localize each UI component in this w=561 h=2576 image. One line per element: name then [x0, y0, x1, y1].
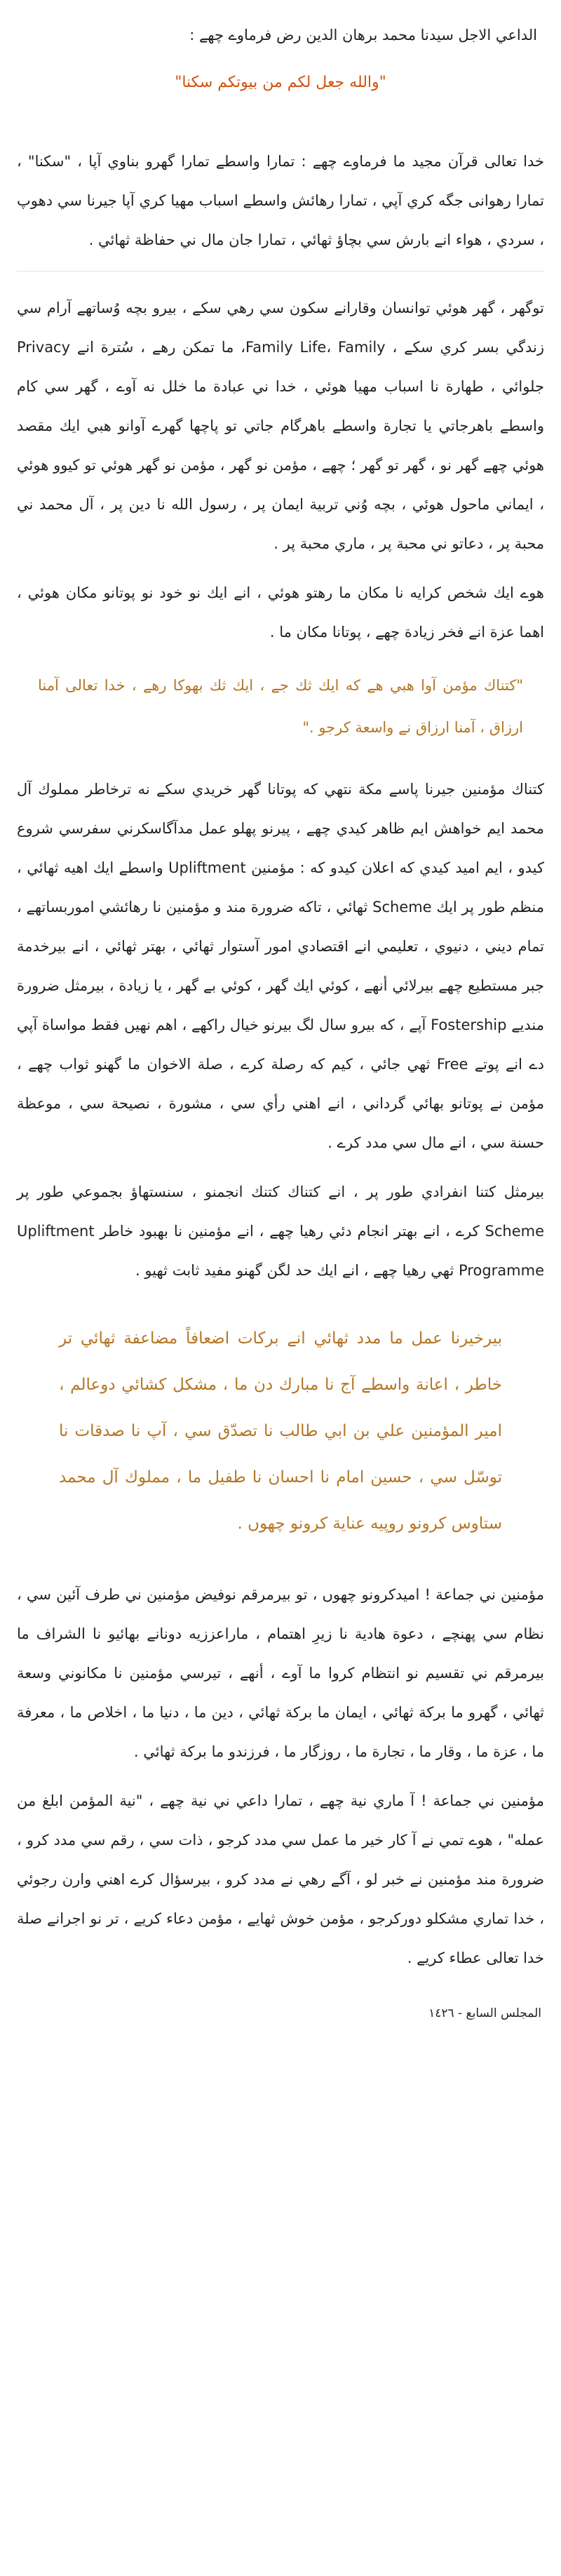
- highlighted-quote: "كتناك مؤمن آوا هبي هے كه ايك ثك جے ، ايك ثك بهوكا رهے ، خدا تعالى آمنا ارزاق ، آمنا ارزاق نے واسعة كرجو .": [38, 677, 523, 736]
- paragraph-6: مؤمنين ني جماعة ! اميدكرونو چهوں ، تو بيرمرقم نوفيض مؤمنين ني طرف آئين سي ، نظام سي پهنچے ، دعوة هادية نا زيرِ اهتمام ، ماراعززيه دونانے بهائيو نا الشراف ما بيرمرقم ني تقسيم نو انتظام كروا ما آوے ، أنهے ، تيرسي مؤمنين نا مكانوني وسعة ثهائي ، گهرو ما بركة ثهائي ، ايمان ما بركة ثهائي ، دين ما ، دنيا ما ، اخلاص ما ، معرفة ما ، عزة ما ، وقار ما ، تجارة ما ، روزگار ما ، فرزندو ما بركة ثهائي .: [17, 1586, 544, 1760]
- paragraph-1: خدا تعالى قرآن مجيد ما فرماوے چھے : تمارا واسطے تمارا گهرو بناوي آپا ، "سكنا" ، تمارا رهوانى جگه كري آپي ، تمارا رهائش واسطے اسباب مهيا كري آپا جيرنا سي دهوپ ، سردي ، هواء انے بارش سي بچاؤ ثهائي ، تمارا جان مال ني حفاظة ثهائي .: [17, 153, 544, 248]
- prayer-block: بيرخيرنا عمل ما مدد ثهائي انے بركات اضعافاً مضاعفة ثهائي تر خاطر ، اعانة واسطے آج نا مبارك دن ما ، مشكل كشائي دوعالم ، امير المؤمنين علي بن ابي طالب نا تصدّق سي ، آپ نا صدقات نا توسّل سي ، حسين امام نا احسان نا طفيل ما ، مملوك آل محمد ستاوس كرونو روپيه عناية كرونو چهوں .: [59, 1329, 502, 1533]
- paragraph-3: هوے ايك شخص كرايه نا مكان ما رهتو هوئي ، انے ايك نو خود نو پوتانو مكان هوئي ، اهما عزة انے فخر زيادة چھے ، پوتانا مكان ما .: [17, 584, 544, 640]
- paragraph-2: توگهر ، گهر هوئي توانسان وقارانے سكون سي رهي سكے ، بيرو بچه وُساتھے آرام سي زندگي بسر كري سكے ، Family Life، Family، ما تمكن رهے ، سُترة انے Privacy جلوائي ، طهارة نا اسباب مهيا هوئي ، خدا ني عبادة ما خلل نه آوے ، گهر سي كام واسطے باهرجاتي يا تجارة واسطے باهرگام جاتي تو پاچها گهرے آوانو هبي ايك مقصد هوئي چھے گهر نو ، گهر تو گهر ؛ چھے ، مؤمن نو گهر ، مؤمن نو گهر هوئي تو كيوو هوئي ، ايماني ماحول هوئي ، بچه وُني تربية ايمان پر ، رسول الله نا دين پر ، آل محمد ني محبة پر ، دعاتو ني محبة پر ، ماري محبة پر .: [17, 300, 544, 552]
- quranic-verse: "والله جعل لكم من بيوتكم سكنا": [175, 74, 386, 91]
- paragraph-5: بيرمثل كتنا انفرادي طور پر ، انے كتناك كتنك انجمنو ، سنستهاؤ بجموعي طور پر Scheme كرے ، انے بهتر انجام دئي رهيا چھے ، انے مؤمنين نا بهبود خاطر Upliftment Programme ثهي رهيا چھے ، انے ايك حد لگن گهنو مفيد ثابت ثهيو .: [17, 1183, 544, 1279]
- document-heading: الداعي الاجل سيدنا محمد برهان الدين رض فرماوے چھے :: [189, 27, 537, 43]
- paragraph-4: كتناك مؤمنين جيرنا پاسے مكة نتهي كه پوتانا گهر خريدي سكے نه ترخاطر مملوك آل محمد ايم خواهش ايم ظاهر كيدي چھے ، پيرنو پهلو عمل مدآگاسكرني سفرسي شروع كيدو ، ايم اميد كيدي كه اعلان كيدو كه : مؤمنين Upliftment واسطے ايك اهيه ثهائي ، منظم طور پر ايك Scheme ثهائي ، تاكه ضرورة مند و مؤمنين نا رهائشي اموربساتھے ، تمام ديني ، دنيوي ، تعليمي انے اقتصادي امور آستوار ثهائي ، بهتر ثهائي ، انے بيرخدمة جبر مستطيع چھے بيرلائي أنهے ، كوئي ايك گهر ، كوئي بے گهر ، يا زيادة ، بيرمثل ضرورة منديے Fostership آپے ، كه بيرو سال لگ بيرنو خيال راكهے ، اهم نهيں فقط مواساة آپي دے انے پوتے Free ثهي جائي ، كيم كه رصلة كرے ، صلة الاخوان ما گهنو ثواب چھے ، مؤمن نے پوتانو بهائي گرداني ، انے اهني رأي سي ، مشورة ، نصيحة سي ، موعظة حسنة سي ، انے مال سي مدد كرے .: [17, 781, 545, 1151]
- paragraph-7: مؤمنين ني جماعة ! آ ماري نية چھے ، تمارا داعي ني نية چھے ، "نية المؤمن ابلغ من عمله" ، هوے تمي نے آ كار خير ما عمل سي مدد كرجو ، ذات سي ، رقم سي مدد كرو ، ضرورة مند مؤمنين نے خبر لو ، آگے رهي نے مدد كرو ، بيرسؤال كرے اهني وارن رجوئي ، خدا تماري مشكلو دوركرجو ، مؤمن خوش ثهايے ، مؤمن دعاء كريے ، تر نو اجرانے صلة خدا تعالى عطاء كريے .: [17, 1792, 544, 1966]
- session-footer: المجلس السابع - ١٤٢٦: [428, 2006, 541, 2020]
